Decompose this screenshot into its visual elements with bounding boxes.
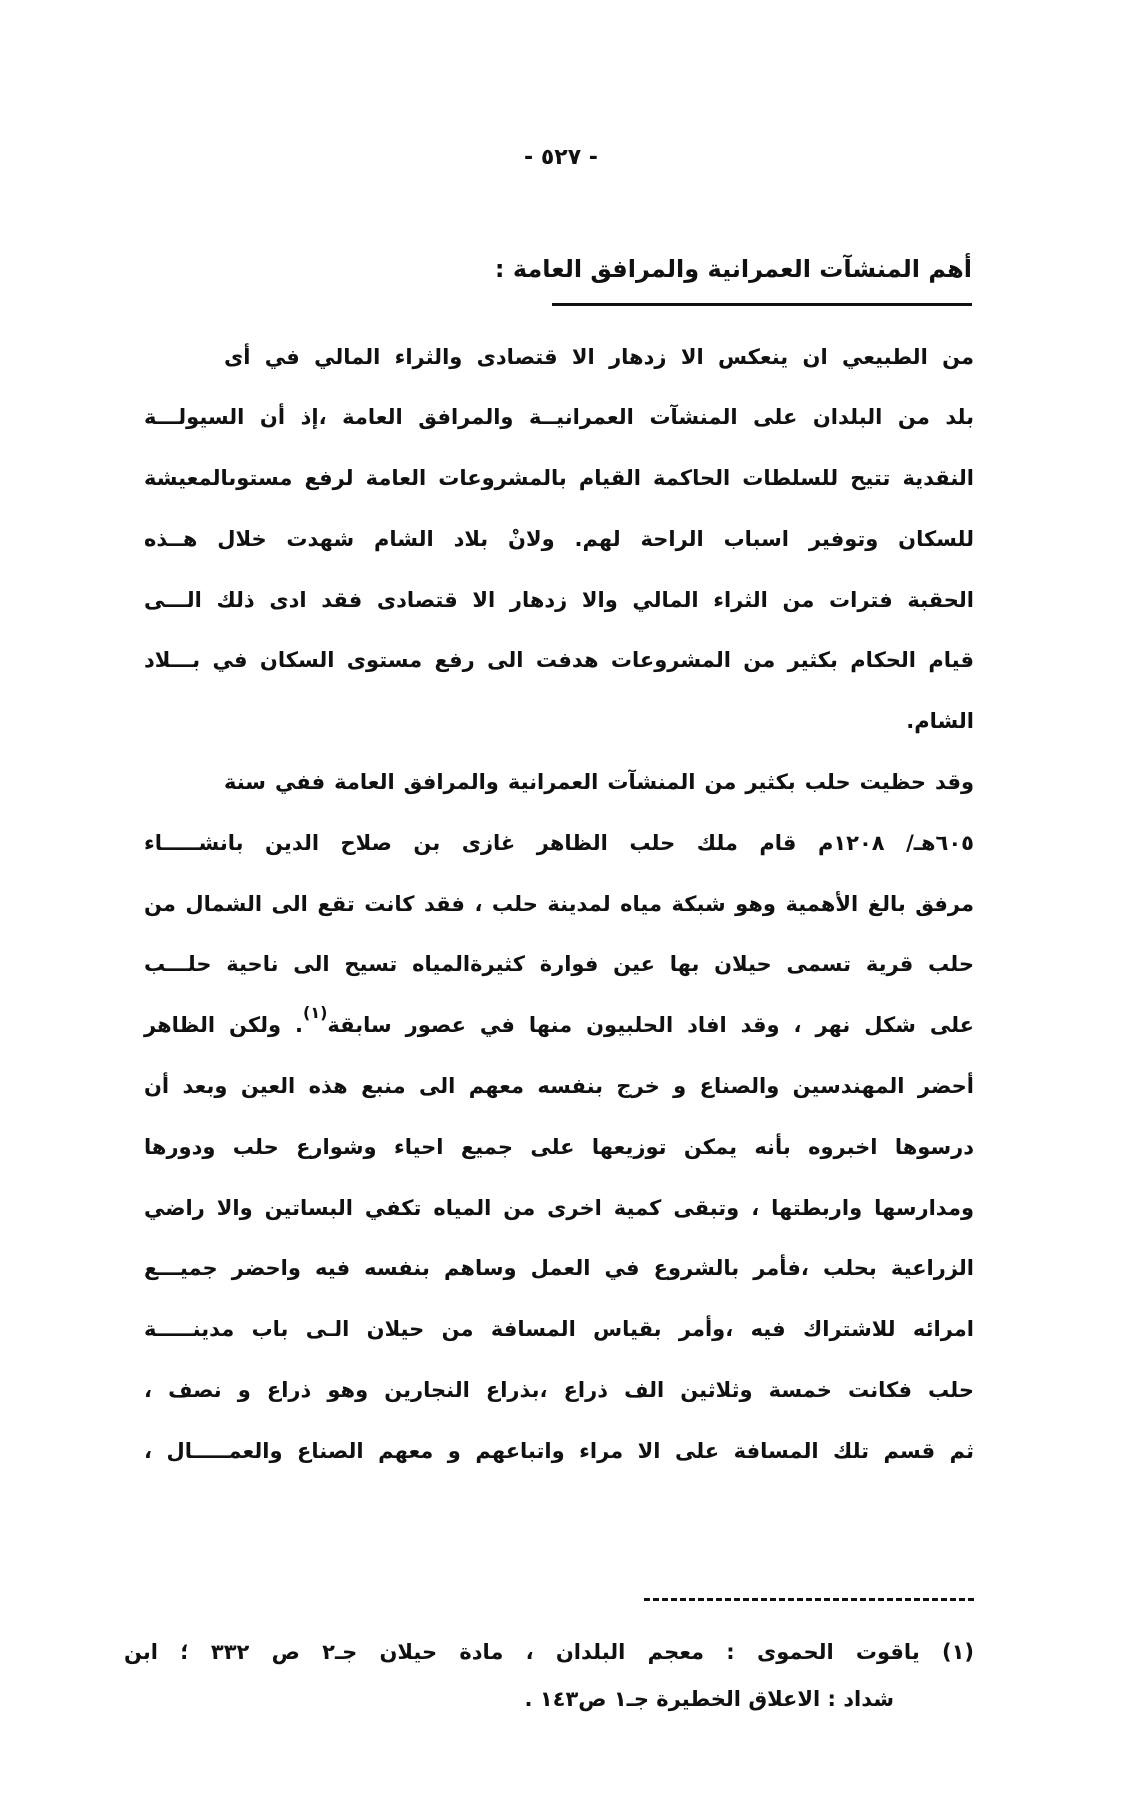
section-heading: أهم المنشآت العمرانية والمرافق العامة : xyxy=(494,255,972,283)
text-line: من الطبيعي ان ينعكس الا زدهار الا قتصادى والثراء المالي في أى xyxy=(224,345,974,369)
text-line: وقد حظيت حلب بكثير من المنشآت العمرانية والمرافق العامة ففي سنة xyxy=(224,770,974,794)
text-line: حلب فكانت خمسة وثلاثين الف ذراع ،بذراع النجارين وهو ذراع و نصف ، xyxy=(144,1378,974,1402)
text-line: حلب قرية تسمى حيلان بها عين فوارة كثيرةالمياه تسيح الى ناحية حلـــب xyxy=(144,952,974,976)
text-line: قيام الحكام بكثير من المشروعات هدفت الى رفع مستوى السكان في بـــلاد xyxy=(144,648,974,672)
text-line: امرائه للاشتراك فيه ،وأمر بقياس المسافة من حيلان الـى باب مدينـــــة xyxy=(144,1317,974,1341)
text-line-with-footnote xyxy=(144,1003,974,1037)
text-line: ثم قسم تلك المسافة على الا مراء واتباعهم و معهم الصناع والعمـــــال ، xyxy=(144,1439,974,1463)
text-segment: على شكل نهر ، وقد افاد الحلبيون منها في عصور سابقة xyxy=(327,1013,974,1037)
footnote-line: (١) ياقوت الحموى : معجم البلدان ، مادة حيلان جـ٢ ص ٣٣٢ ؛ ابن xyxy=(124,1640,974,1664)
text-segment: . ولكن الظاهر xyxy=(144,1013,303,1037)
text-line: النقدية تتيح للسلطات الحاكمة القيام بالمشروعات العامة لرفع مستوىالمعيشة xyxy=(144,466,974,490)
footnote-reference[interactable]: (١) xyxy=(303,1003,328,1022)
text-line: للسكان وتوفير اسباب الراحة لهم. ولانْ بلاد الشام شهدت خلال هــذه xyxy=(144,527,974,551)
footnote-separator xyxy=(644,1598,974,1601)
footnote-line: شداد : الاعلاق الخطيرة جـ١ ص١٤٣ . xyxy=(524,1687,894,1711)
page-number: - ٥٢٧ - xyxy=(524,145,598,170)
text-line: بلد من البلدان على المنشآت العمرانيــة والمرافق العامة ،إذ أن السيولـــة xyxy=(144,405,974,429)
text-line: درسوها اخبروه بأنه يمكن توزيعها على جميع احياء وشوارع حلب ودورها xyxy=(144,1135,974,1159)
text-line: الشام. xyxy=(906,709,974,733)
text-line: الزراعية بحلب ،فأمر بالشروع في العمل وساهم بنفسه فيه واحضر جميـــع xyxy=(144,1256,974,1280)
heading-underline xyxy=(552,303,972,306)
text-line: مرفق بالغ الأهمية وهو شبكة مياه لمدينة حلب ، فقد كانت تقع الى الشمال من xyxy=(144,892,974,916)
text-line: ٦٠٥هـ/ ١٢٠٨م قام ملك حلب الظاهر غازى بن صلاح الدين بانشـــــاء xyxy=(144,831,974,855)
text-line: ومدارسها واربطتها ، وتبقى كمية اخرى من المياه تكفي البساتين والا راضي xyxy=(144,1196,974,1220)
text-line: أحضر المهندسين والصناع و خرج بنفسه معهم الى منبع هذه العين وبعد أن xyxy=(144,1074,974,1098)
text-line: الحقبة فترات من الثراء المالي والا زدهار الا قتصادى فقد ادى ذلك الـــى xyxy=(144,588,974,612)
